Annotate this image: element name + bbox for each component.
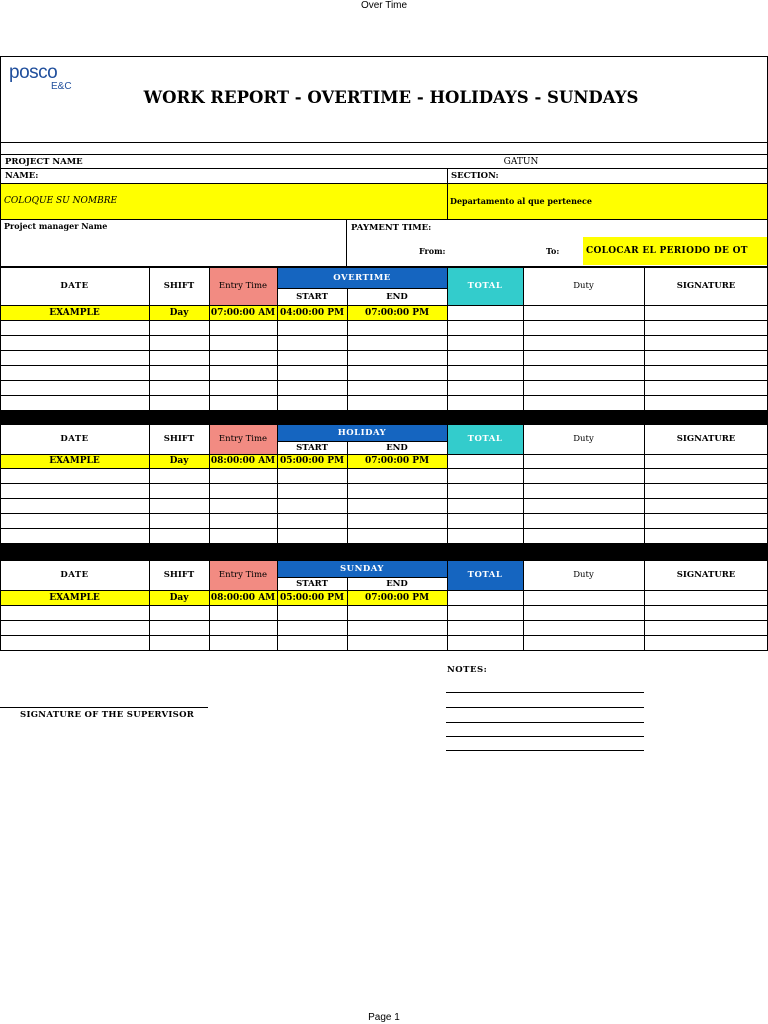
- page-footer: Page 1: [368, 1012, 400, 1023]
- report-title: WORK REPORT - OVERTIME - HOLIDAYS - SUNDAYS: [143, 88, 639, 107]
- example-date: EXAMPLE: [49, 456, 100, 466]
- signature-column-header: SIGNATURE: [676, 281, 736, 291]
- notes-line: [446, 722, 644, 723]
- divider: [0, 154, 768, 155]
- divider: [0, 219, 768, 220]
- notes-line: [446, 692, 644, 693]
- company-logo: [9, 63, 79, 97]
- total-column-header: TOTAL: [467, 281, 503, 291]
- example-shift: Day: [169, 307, 189, 318]
- row-line: [0, 365, 768, 366]
- to-label: To:: [546, 246, 560, 256]
- section-separator-band: [0, 411, 768, 425]
- row-line: [0, 650, 768, 651]
- end-column-header: END: [386, 442, 408, 453]
- project-name-label: PROJECT NAME: [5, 156, 83, 167]
- group-column-header: OVERTIME: [333, 272, 391, 283]
- end-column-header: END: [386, 578, 408, 589]
- section-label: SECTION:: [451, 170, 499, 181]
- example-entry-time: 08:00:00 AM: [210, 592, 276, 603]
- divider: [346, 219, 347, 266]
- row-line: [0, 620, 768, 621]
- example-end-time: 07:00:00 PM: [364, 592, 430, 603]
- row-line: [0, 513, 768, 514]
- example-entry-time: 08:00:00 AM: [210, 456, 276, 466]
- section-separator-band: [0, 544, 768, 560]
- example-end-time: 07:00:00 PM: [364, 456, 430, 466]
- shift-column-header: SHIFT: [163, 434, 195, 444]
- signature-column-header: SIGNATURE: [676, 570, 736, 580]
- shift-column-header: SHIFT: [163, 570, 195, 580]
- divider: [0, 142, 768, 143]
- row-line: [0, 350, 768, 351]
- date-column-header: DATE: [60, 281, 89, 291]
- logo-sub-text: E&C: [51, 81, 72, 92]
- row-line: [0, 395, 768, 396]
- example-start-time: 04:00:00 PM: [279, 307, 345, 318]
- supervisor-signature-label: SIGNATURE OF THE SUPERVISOR: [20, 710, 195, 720]
- payment-time-label: PAYMENT TIME:: [351, 222, 432, 233]
- row-line: [0, 605, 768, 606]
- entry-time-column-header: Entry Time: [218, 570, 268, 580]
- date-column-header: DATE: [60, 570, 89, 580]
- example-shift: Day: [169, 592, 189, 603]
- total-column-header: TOTAL: [467, 570, 503, 580]
- row-line: [0, 635, 768, 636]
- signature-column-header: SIGNATURE: [676, 434, 736, 444]
- example-start-time: 05:00:00 PM: [279, 456, 345, 466]
- end-column-header: END: [386, 291, 408, 302]
- section-value: Departamento al que pertenece: [450, 196, 592, 206]
- project-manager-label: Project manager Name: [4, 221, 108, 231]
- row-line: [0, 468, 768, 469]
- notes-line: [446, 736, 644, 737]
- example-date: EXAMPLE: [49, 592, 100, 603]
- start-column-header: START: [296, 442, 328, 453]
- example-end-time: 07:00:00 PM: [364, 307, 430, 318]
- divider: [0, 168, 768, 169]
- group-column-header: HOLIDAY: [337, 427, 387, 438]
- row-line: [0, 498, 768, 499]
- row-line: [0, 528, 768, 529]
- start-column-header: START: [296, 291, 328, 302]
- entry-time-column-header: Entry Time: [218, 281, 268, 291]
- row-line: [0, 380, 768, 381]
- shift-column-header: SHIFT: [163, 281, 195, 291]
- notes-label: NOTES:: [447, 665, 488, 675]
- start-column-header: START: [296, 578, 328, 589]
- entry-time-column-header: Entry Time: [218, 434, 268, 444]
- notes-line: [446, 750, 644, 751]
- notes-line: [446, 707, 644, 708]
- page-header: Over Time: [360, 0, 408, 11]
- project-name-value: GATUN: [503, 156, 539, 167]
- logo-main-text: posco: [9, 62, 58, 83]
- name-label: NAME:: [5, 170, 39, 181]
- date-column-header: DATE: [60, 434, 89, 444]
- example-start-time: 05:00:00 PM: [279, 592, 345, 603]
- supervisor-signature-line: [0, 707, 208, 708]
- duty-column-header: Duty: [573, 570, 594, 580]
- row-line: [0, 335, 768, 336]
- period-value: COLOCAR EL PERIODO DE OT: [586, 246, 748, 256]
- row-line: [0, 483, 768, 484]
- duty-column-header: Duty: [573, 281, 594, 291]
- example-shift: Day: [169, 456, 189, 466]
- total-column-header: TOTAL: [467, 434, 503, 444]
- example-entry-time: 07:00:00 AM: [210, 307, 276, 318]
- row-line: [0, 320, 768, 321]
- group-column-header: SUNDAY: [340, 563, 384, 574]
- name-value: COLOQUE SU NOMBRE: [4, 196, 118, 206]
- from-label: From:: [419, 246, 446, 256]
- example-date: EXAMPLE: [49, 307, 100, 318]
- duty-column-header: Duty: [573, 434, 594, 444]
